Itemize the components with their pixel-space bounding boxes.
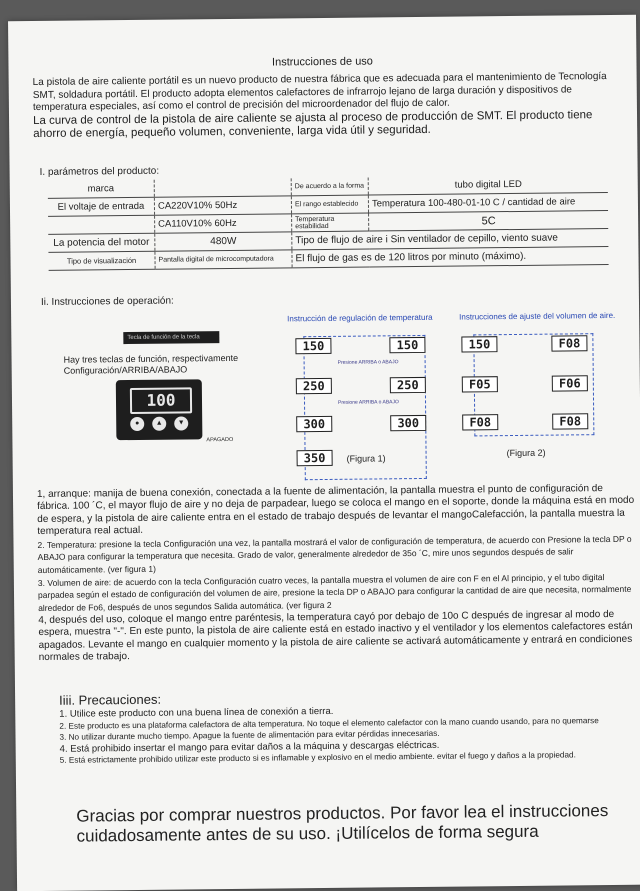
figure1-left-value: 350 xyxy=(297,450,333,466)
figure1-right-value: 150 xyxy=(389,337,425,353)
figure1-press-note: Presione ARRIBA o ABAJO xyxy=(337,399,399,406)
list-item: 3. No utilizar durante mucho tiempo. Apague la fuente de alimentación para evitar pérdidas innecesarias. xyxy=(59,728,440,742)
table-row: El voltaje de entrada CA220V10% 50Hz El rango establecido Temperatura 100-480-01-10 C / cantidad de aire xyxy=(48,193,608,217)
function-key-label-strip: Tecla de función de la tecla xyxy=(123,331,219,344)
down-button-icon: ▼ xyxy=(174,416,188,430)
figure1-left-value: 300 xyxy=(296,416,332,432)
table-row: CA110V10% 60Hz Temperatura estabilidad 5C xyxy=(48,211,608,235)
parameters-table xyxy=(48,175,609,271)
control-panel-illustration xyxy=(116,379,203,440)
list-item: 4. Está prohibido insertar el mango para evitar daños a la máquina y descargas eléctricas. xyxy=(59,739,440,755)
config-button-icon: ● xyxy=(130,417,144,431)
precautions-list xyxy=(59,703,620,766)
instruction-sheet xyxy=(8,15,640,891)
panel-display: 100 xyxy=(130,387,192,414)
list-item: 5. Está estrictamente prohibido utilizar este producto si es inflamable y explosivo en el medio ambiente. evitar el fuego y daños a la propiedad. xyxy=(59,750,576,765)
list-item: 4, después del uso, coloque el mango entre paréntesis, la temperatura cayó por debajo de 10o C después de ingresar al modo de espera, muestra "-". En este punto, la pistola de aire caliente está en estado inactivo y el ventilador y los elementos calefactores están apagados. Levante el mango en cualquier momento y la pistola de aire caliente se activará automáticamente y entrará en condiciones normales de trabajo. xyxy=(38,608,633,663)
panel-off-label: APAGADO xyxy=(206,436,234,444)
section-parameters-heading: I. parámetros del producto: xyxy=(39,165,160,178)
intro-paragraph-2: La curva de control de la pistola de aire caliente se ajusta al proceso de producción de SMT. El producto tiene ahorro de energía, pequeño volumen, conveniente, larga vida útil y seguridad. xyxy=(32,108,593,140)
figure1-right-value: 300 xyxy=(390,415,426,431)
intro xyxy=(33,71,614,141)
precautions-heading: Iiii. Precauciones: xyxy=(59,691,162,708)
list-item: 2. Este producto es una plataforma calefactora de alta temperatura. No toque el elemento calefactor con la mano cuando usando, para no quemarse xyxy=(59,715,599,731)
figure1-caption: (Figura 1) xyxy=(346,453,386,464)
section-operation-heading: Ii. Instrucciones de operación: xyxy=(40,295,174,308)
figure2-right-value: F06 xyxy=(552,375,588,391)
figure1-title: Instrucción de regulación de temperatura xyxy=(287,312,433,324)
list-item: 2. Temperatura: presione la tecla Configuración una vez, la pantalla mostrará el valor de configuración de temperatura, de acuerdo con Presione la tecla DP o ABAJO para configurar la temperatura que necesita. Grado de valor, generalmente alrededor de 35o ´C, mire unos segundos después de salir automáticamente. (ver figura 1) xyxy=(37,533,632,575)
figure1-right-value: 250 xyxy=(390,377,426,393)
figure2-left-value: F05 xyxy=(462,376,498,392)
figure1-left-value: 250 xyxy=(296,378,332,394)
keys-description: Hay tres teclas de función, respectivamente Configuración/ARRIBA/ABAJO xyxy=(63,352,239,376)
figure2-left-value: 150 xyxy=(461,336,497,352)
figure1-left-value: 150 xyxy=(295,338,331,354)
up-button-icon: ▲ xyxy=(152,417,166,431)
list-item: 1, arranque: manija de buena conexión, conectada a la fuente de alimentación, la pantalla muestra el punto de configuración de fábrica. 100 ´C, el mayor flujo de aire y no deja de parpadear, luego se coloca el mango en el soporte, donde la máquina está en modo de espera, y la pistola de aire caliente entra en el estado de trabajo después de levantar el mangoCalefacción, la pantalla muestra la temperatura real actual. xyxy=(36,483,635,537)
figure2-right-value: F08 xyxy=(551,335,587,351)
table-row: La potencia del motor 480W Tipo de flujo de aire i Sin ventilador de cepillo, viento suave xyxy=(48,229,608,253)
table-row: Tipo de visualización Pantalla digital de microcomputadora El flujo de gas es de 120 litros por minuto (máximo). xyxy=(48,247,608,271)
figure2-right-value: F08 xyxy=(552,413,588,429)
thank-you-note: Gracias por comprar nuestros productos. Por favor lea el instrucciones cuidadosamente antes de su uso. ¡Utilícelos de forma segura xyxy=(76,801,609,846)
page-title: Instrucciones de uso xyxy=(271,55,373,69)
table-row: marca De acuerdo a la forma tubo digital LED xyxy=(48,175,608,198)
list-item: 3. Volumen de aire: de acuerdo con la tecla Configuración cuatro veces, la pantalla muestra el volumen de aire con F en el Al principio, y el tubo digital parpadea según el estado de configuración del volumen de aire, presione la tecla DP o ABAJO para configurar la cantidad de aire que necesita, normalmente alrededor de Fo6, después de unos segundos Salida automática. (ver figura 2 xyxy=(37,572,632,613)
figure2-title: Instrucciones de ajuste del volumen de aire. xyxy=(459,310,616,322)
list-item: 1. Utilice este producto con una buena línea de conexión a tierra. xyxy=(59,705,334,720)
figure2-left-value: F08 xyxy=(462,414,498,430)
figure2-caption: (Figura 2) xyxy=(506,447,546,459)
operation-steps xyxy=(37,483,639,665)
figure1-press-note: Presione ARRIBA o ABAJO xyxy=(337,359,399,366)
intro-paragraph-1: La pistola de aire caliente portátil es un nuevo producto de nuestra fábrica que es adecuada para el mantenimiento de Tecnología SMT, soldadura portátil. El producto adopta elementos calefactores de infrarrojo lejano de larga duración y dispositivos de temperatura especiales, así como el control de precisión del microordenador del flujo de calor. xyxy=(32,71,607,114)
